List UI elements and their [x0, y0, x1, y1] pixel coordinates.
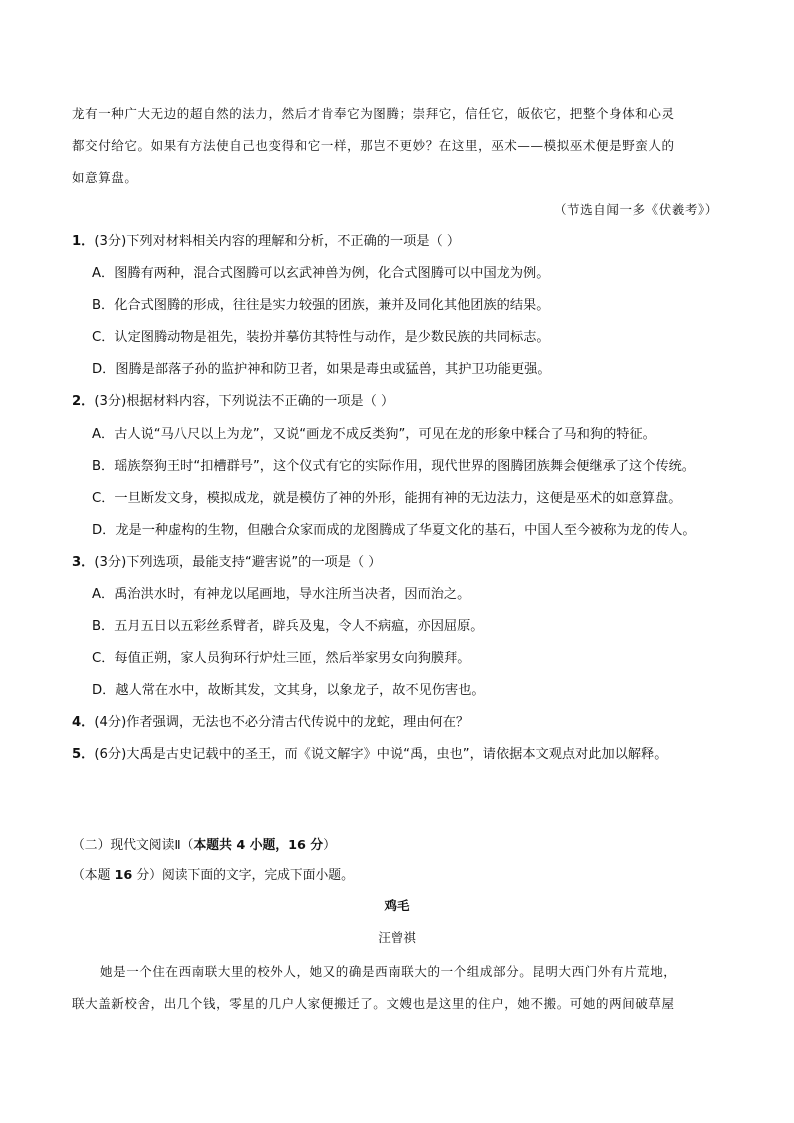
question-3	[72, 551, 381, 570]
question-text: (6分)大禹是古史记载中的圣王，而《说文解字》中说“禹，虫也”，请依据本文观点对此加以解释。	[94, 747, 668, 762]
question-text: (4分)作者强调，无法也不必分清古代传说中的龙蛇，理由何在？	[94, 715, 470, 730]
section-heading-suffix: ）	[323, 838, 336, 853]
question-2	[72, 390, 394, 409]
question-number: 1．	[72, 234, 95, 249]
question-text: (3分)下列对材料相关内容的理解和分析，不正确的一项是（ ）	[94, 234, 461, 249]
question-5	[72, 743, 667, 762]
question-number: 3．	[72, 555, 95, 570]
instruction-bold: 16	[114, 868, 133, 883]
article-para-line-1: 她是一个住在西南联大里的校外人，她又的确是西南联大的一个组成部分。昆明大西门外有片荒地，	[100, 964, 677, 979]
article-title: 鸡毛	[384, 898, 410, 913]
question-3-option-a: A．禹治洪水时，有神龙以尾画地，导水注所当决者，因而治之。	[92, 587, 471, 602]
article-author: 汪曾祺	[378, 930, 416, 945]
question-3-option-d: D．越人常在水中，故断其发，文其身，以象龙子，故不见伤害也。	[92, 683, 485, 698]
question-2-option-a: A．古人说“马八尺以上为龙”，又说“画龙不成反类狗”，可见在龙的形象中糅合了马和狗的特征。	[92, 427, 656, 442]
question-1	[72, 230, 460, 249]
section-heading	[72, 834, 336, 853]
passage-source: （节选自闻一多《伏羲考》）	[553, 202, 718, 217]
section-instruction	[72, 864, 354, 883]
question-3-option-b: B．五月五日以五彩丝系臂者，辟兵及鬼，令人不病瘟，亦因屈原。	[92, 619, 484, 634]
question-number: 5．	[72, 747, 95, 762]
question-1-option-a: A．图腾有两种，混合式图腾可以玄武神兽为例，化合式图腾可以中国龙为例。	[92, 266, 550, 281]
question-text: (3分)下列选项，最能支持“避害说”的一项是（ ）	[94, 555, 382, 570]
section-heading-bold: 本题共 4 小题，16 分	[193, 838, 324, 853]
question-number: 2．	[72, 394, 95, 409]
question-4	[72, 711, 469, 730]
question-text: (3分)根据材料内容，下列说法不正确的一项是（ ）	[94, 394, 395, 409]
instruction-prefix: （本题	[72, 868, 115, 883]
passage-line-2: 都交付给它。如果有方法使自己也变得和它一样，那岂不更妙？在这里，巫术——模拟巫术便是野蛮人的	[72, 138, 675, 153]
passage-line-1: 龙有一种广大无边的超自然的法力，然后才肯奉它为图腾；崇拜它，信任它，皈依它，把整个身体和心灵	[72, 106, 675, 121]
question-number: 4．	[72, 715, 95, 730]
article-para-line-2: 联大盖新校舍，出几个钱，零星的几户人家便搬迁了。文嫂也是这里的住户，她不搬。可她的两间破草屋	[72, 996, 675, 1011]
question-3-option-c: C．每值正朔，家人员狗环行炉灶三匝，然后举家男女向狗膜拜。	[92, 651, 471, 666]
question-2-option-c: C．一旦断发文身，模拟成龙，就是模仿了神的外形，能拥有神的无边法力，这便是巫术的如意算盘。	[92, 491, 682, 506]
passage-line-3: 如意算盘。	[72, 170, 138, 185]
instruction-suffix: 分）阅读下面的文字，完成下面小题。	[132, 868, 354, 883]
question-2-option-d: D．龙是一种虚构的生物，但融合众家而成的龙图腾成了华夏文化的基石，中国人至今被称为龙的传人。	[92, 523, 696, 538]
question-1-option-c: C．认定图腾动物是祖先，装扮并摹仿其特性与动作，是少数民族的共同标志。	[92, 330, 550, 345]
question-2-option-b: B．瑶族祭狗王时“扣槽群号”，这个仪式有它的实际作用，现代世界的图腾团族舞会便继承了这个传统。	[92, 459, 695, 474]
question-1-option-b: B．化合式图腾的形成，往往是实力较强的团族，兼并及同化其他团族的结果。	[92, 298, 550, 313]
question-1-option-d: D．图腾是部落子孙的监护神和防卫者，如果是毒虫或猛兽，其护卫功能更强。	[92, 362, 551, 377]
section-heading-prefix: （二）现代文阅读Ⅱ（	[72, 838, 194, 853]
